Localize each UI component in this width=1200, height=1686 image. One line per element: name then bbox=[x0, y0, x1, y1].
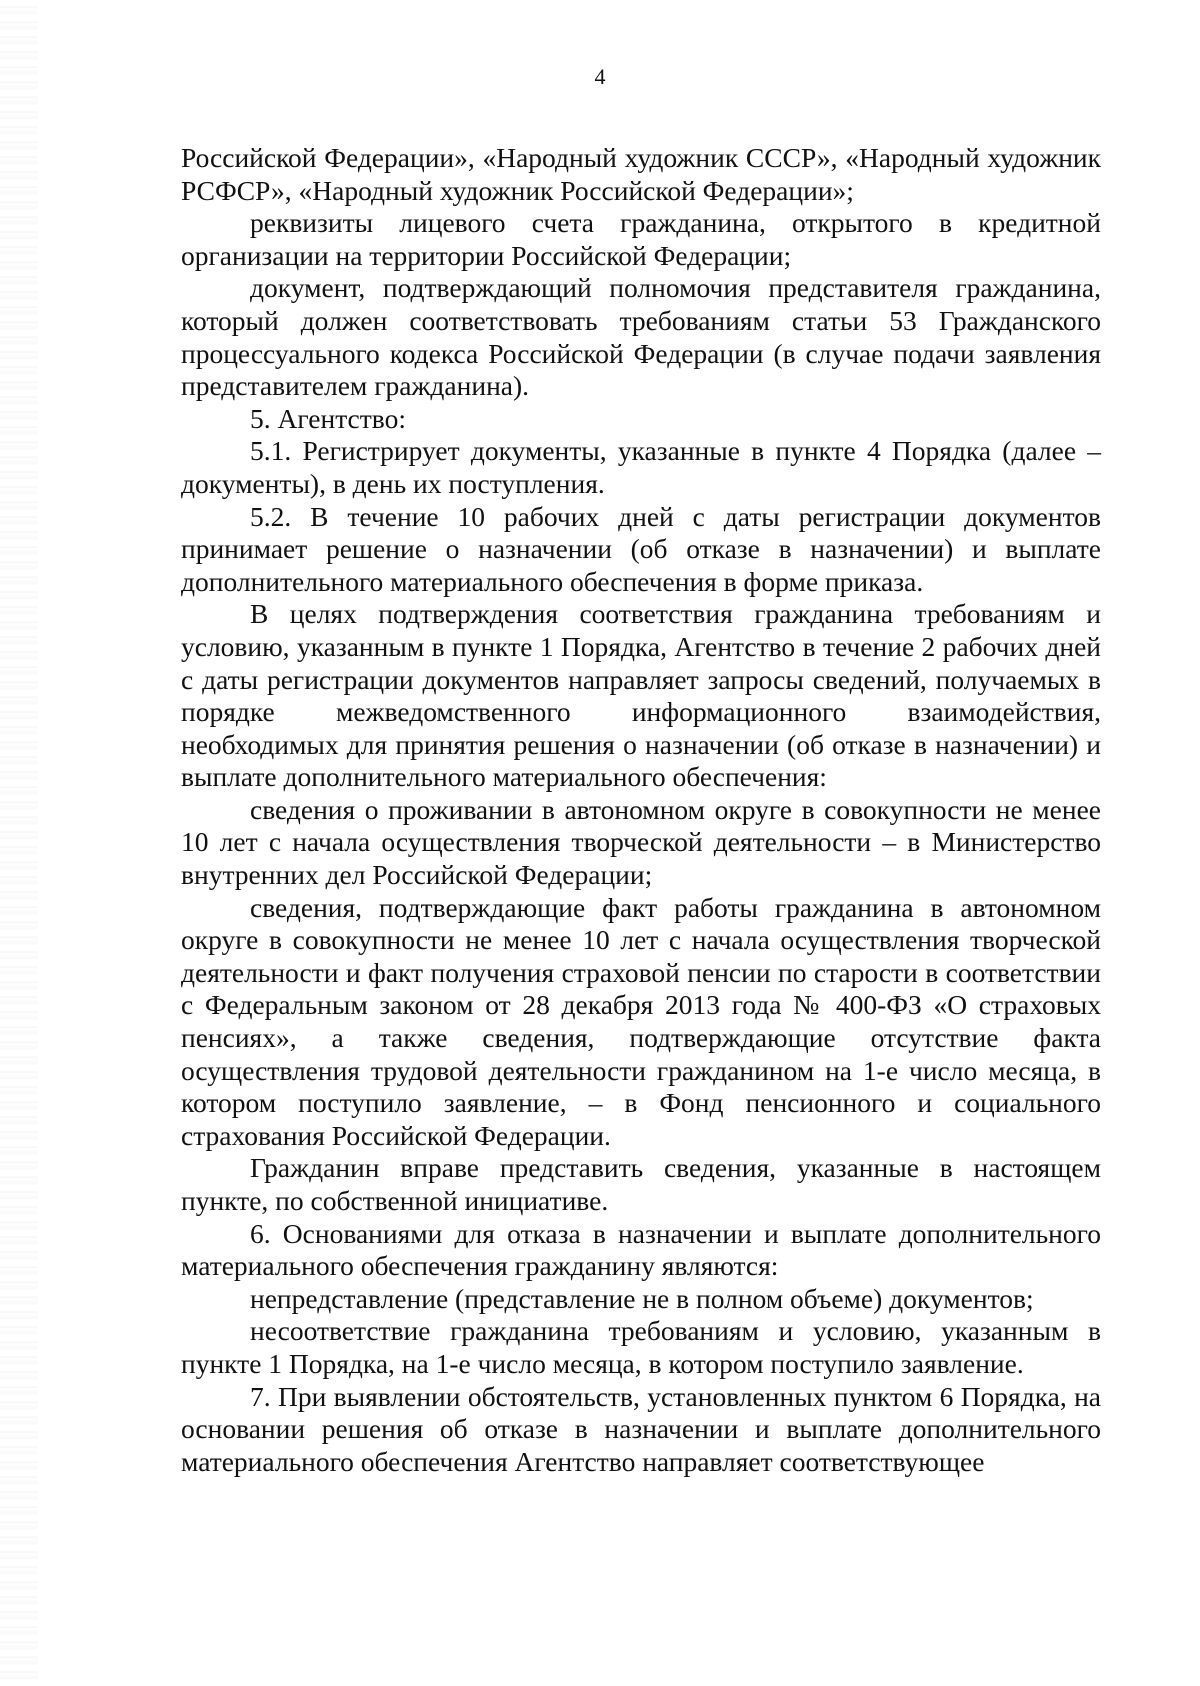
paragraph: 5. Агентство: bbox=[250, 402, 406, 434]
paragraph: 7. При выявлении обстоятельств, установленных пунктом 6 Порядка, на основании решения об отказе в назначении и выплате дополнительного материального обеспечения Агентство направляет соответствующее bbox=[181, 1380, 1101, 1477]
paragraph: Российской Федерации», «Народный художник СССР», «Народный художник РСФСР», «Народный художник Российской Федерации»; bbox=[181, 142, 1101, 206]
paragraph: 5.2. В течение 10 рабочих дней с даты регистрации документов принимает решение о назначении (об отказе в назначении) и выплате дополнительного материального обеспечения в форме приказа. bbox=[181, 500, 1101, 597]
paragraph: сведения, подтверждающие факт работы гражданина в автономном округе в совокупности не менее 10 лет с начала осуществления творческой деятельности и факт получения страховой пенсии по старости в соответствии с Федеральным законом от 28 декабря 2013 года № 400-ФЗ «О страховых пенсиях», а также сведения, подтверждающие отсутствие факта осуществления трудовой деятельности гражданином на 1-е число месяца, в котором поступило заявление, – в Фонд пенсионного и социального страхования Российской Федерации. bbox=[181, 891, 1101, 1151]
paragraph: 6. Основаниями для отказа в назначении и выплате дополнительного материального обеспечения гражданину являются: bbox=[181, 1217, 1101, 1282]
scan-edge-artifact bbox=[0, 0, 38, 1686]
paragraph: несоответствие гражданина требованиям и условию, указанным в пункте 1 Порядка, на 1-е число месяца, в котором поступило заявление. bbox=[181, 1315, 1101, 1379]
paragraph: Гражданин вправе представить сведения, указанные в настоящем пункте, по собственной инициативе. bbox=[181, 1152, 1101, 1216]
paragraph: документ, подтверждающий полномочия представителя гражданина, который должен соответствовать требованиям статьи 53 Гражданского процессуального кодекса Российской Федерации (в случае подачи заявления представителем гражданина). bbox=[181, 272, 1101, 402]
document-body bbox=[181, 142, 1101, 1478]
paragraph: непредставление (представление не в полном объеме) документов; bbox=[250, 1282, 1034, 1314]
paragraph: реквизиты лицевого счета гражданина, открытого в кредитной организации на территории Российской Федерации; bbox=[181, 207, 1101, 271]
paragraph: сведения о проживании в автономном округе в совокупности не менее 10 лет с начала осуществления творческой деятельности – в Министерство внутренних дел Российской Федерации; bbox=[181, 793, 1101, 891]
paragraph: В целях подтверждения соответствия гражданина требованиям и условию, указанным в пункте 1 Порядка, Агентство в течение 2 рабочих дней с даты регистрации документов направляет запросы сведений, получаемых в порядке межведомственного информационного взаимодействия, необходимых для принятия решения о назначении (об отказе в назначении) и выплате дополнительного материального обеспечения: bbox=[181, 598, 1101, 793]
page-number: 4 bbox=[594, 64, 606, 89]
paragraph: 5.1. Регистрирует документы, указанные в пункте 4 Порядка (далее – документы), в день их поступления. bbox=[181, 435, 1101, 499]
